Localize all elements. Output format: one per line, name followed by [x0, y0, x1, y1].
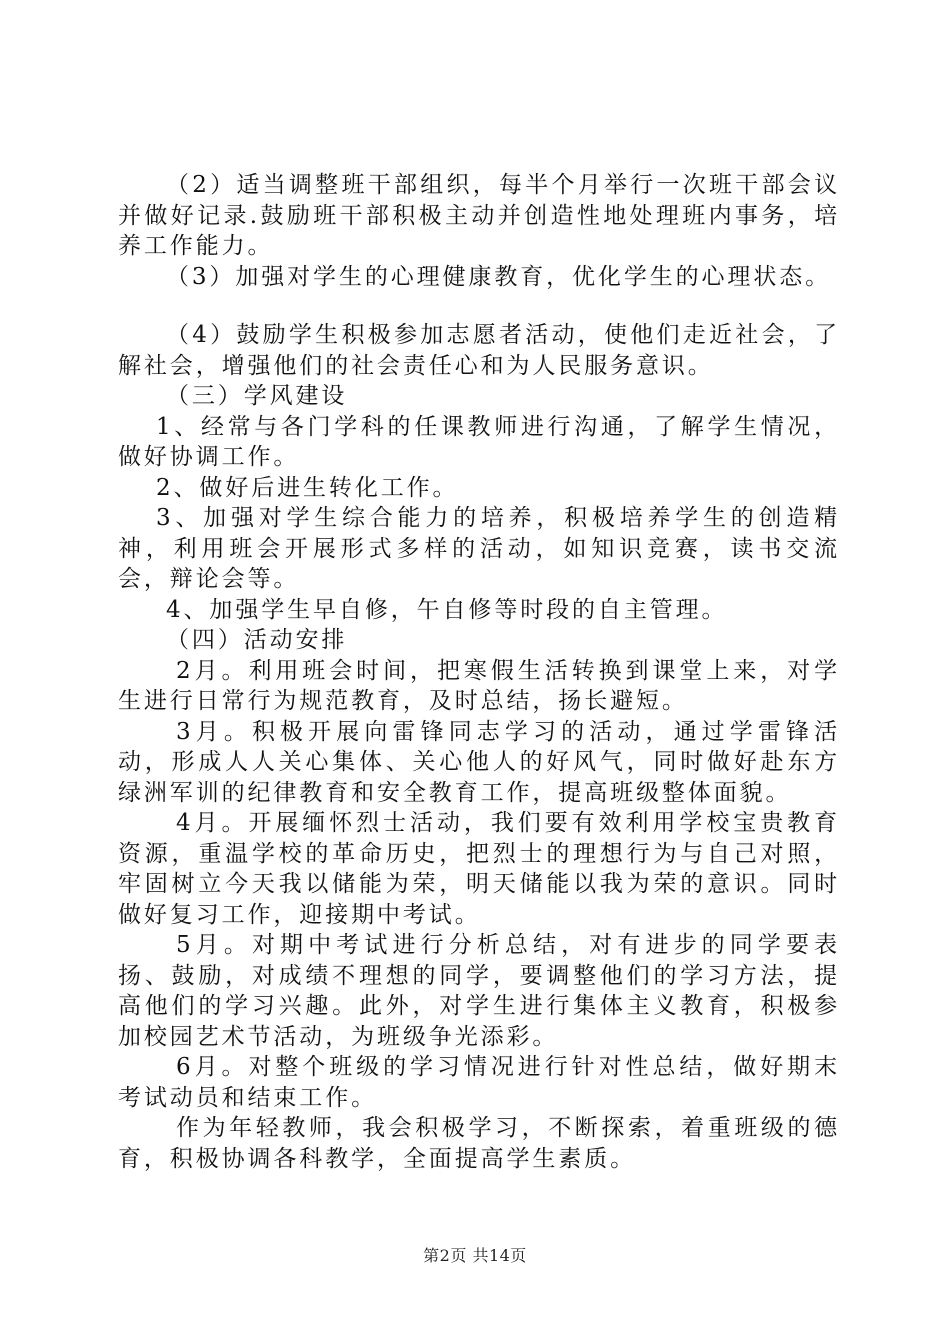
- paragraph-june: 6月。对整个班级的学习情况进行针对性总结，做好期末考试动员和结束工作。: [118, 1054, 840, 1111]
- section-heading-study-style: （三）学风建设: [166, 383, 348, 409]
- paragraph-study-item-2: 2、做好后进生转化工作。: [156, 474, 459, 501]
- paragraph-february: 2月。利用班会时间，把寒假生活转换到课堂上来，对学生进行日常行为规范教育，及时总结，扬长避短。: [118, 657, 840, 714]
- document-body: [118, 170, 840, 1174]
- paragraph-march: 3月。积极开展向雷锋同志学习的活动，通过学雷锋活动，形成人人关心集体、关心他人的好风气，同时做好赴东方绿洲军训的纪律教育和安全教育工作，提高班级整体面貌。: [118, 718, 840, 806]
- paragraph-study-item-1: 1、经常与各门学科的任课教师进行沟通，了解学生情况，做好协调工作。: [118, 413, 840, 470]
- paragraph-mental-health: （3）加强对学生的心理健康教育，优化学生的心理状态。: [166, 263, 832, 290]
- paragraph-study-item-4: 4、加强学生早自修，午自修等时段的自主管理。: [166, 596, 728, 623]
- paragraph-may: 5月。对期中考试进行分析总结，对有进步的同学要表扬、鼓励，对成绩不理想的同学，要调整他们的学习方法，提高他们的学习兴趣。此外，对学生进行集体主义教育，积极参加校园艺术节活动，为班级争光添彩。: [118, 932, 840, 1050]
- page-number-footer: 第2页 共14页: [423, 1246, 527, 1265]
- paragraph-study-item-3: 3、加强对学生综合能力的培养，积极培养学生的创造精神，利用班会开展形式多样的活动，如知识竞赛，读书交流会，辩论会等。: [118, 505, 840, 592]
- paragraph-conclusion: 作为年轻教师，我会积极学习，不断探索，着重班级的德育，积极协调各科教学，全面提高学生素质。: [118, 1115, 840, 1172]
- paragraph-april: 4月。开展缅怀烈士活动，我们要有效利用学校宝贵教育资源，重温学校的革命历史，把烈士的理想行为与自己对照，牢固树立今天我以储能为荣，明天储能以我为荣的意识。同时做好复习工作，迎接期中考试。: [118, 810, 840, 928]
- paragraph-volunteer: （4）鼓励学生积极参加志愿者活动，使他们走近社会，了解社会，增强他们的社会责任心和为人民服务意识。: [118, 322, 840, 379]
- paragraph-class-cadre: （2）适当调整班干部组织，每半个月举行一次班干部会议并做好记录.鼓励班干部积极主动并创造性地处理班内事务，培养工作能力。: [118, 172, 840, 259]
- section-heading-activities: （四）活动安排: [166, 627, 348, 653]
